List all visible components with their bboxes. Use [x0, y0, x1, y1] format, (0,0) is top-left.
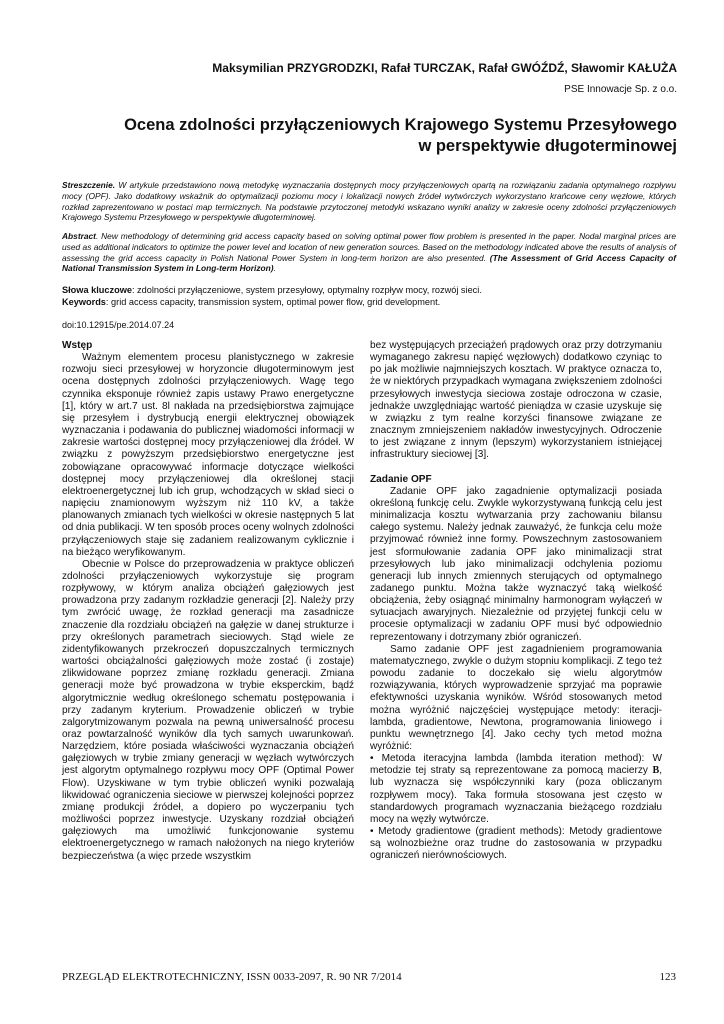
title-line-2: w perspektywie długoterminowej — [418, 137, 677, 155]
bullet-item — [370, 753, 662, 826]
doi: doi:10.12915/pe.2014.07.24 — [62, 320, 175, 330]
paragraph: Ważnym elementem procesu planistycznego w zakresie rozwoju sieci przesyłowej w horyzoncie długoterminowym jest ocena dostępnych zdolności przyłączeniowych. Wagę tego czynnika eksponuje również zapis ustawy Prawo energetyczne [1], który w art.7 ust. 8l nakłada na przedsiębiorstwa zajmujące się przesyłem i dystrybucją energii elektrycznej obowiązek wyznaczania i podawania do publicznej wiadomości informacji w zakresie wartości dostępnej mocy przyłączeniowej dla źródeł. W związku z powyższym przedsiębiorstwo energetyczne jest zobowiązane opracowywać informacje dotyczące wielkości dostępnej mocy przyłączeniowej dla określonej stacji elektroenergetycznej lub ich grup, wchodzących w skład sieci o napięciu znamionowym wyższym niż 110 kV, a także planowanych zmianach tych wielkości w okresie następnych 5 lat od dnia publikacji. W ten sposób proces oceny wolnych zdolności przyłączeniowych staje się zadaniem realizowanym cyklicznie i na bieżąco weryfikowanym. — [62, 352, 354, 558]
keywords-block — [62, 285, 676, 308]
section-heading-intro: Wstęp — [62, 340, 93, 351]
section-heading-opf: Zadanie OPF — [370, 473, 432, 485]
abstract-polish-label: Streszczenie. — [62, 180, 116, 190]
affiliation: PSE Innowacje Sp. z o.o. — [564, 84, 677, 95]
paragraph: Obecnie w Polsce do przeprowadzenia w praktyce obliczeń zdolności przyłączeniowych wykorzystuje się program rozpływowy, w którym analiza obciążeń gałęziowych jest prowadzona przy zadanym rozkładzie generacji [2]. Należy przy tym zwrócić uwagę, że rozkład generacji ma zasadnicze znaczenie dla rozdziału obciążeń na gałęzie w danej strukturze i przy określonych parametrach sieciowych. Stąd wiele ze zidentyfikowanych przekroczeń dopuszczalnych termicznych wartości obciążalności gałęziowych może zostać (i zostaje) zlikwidowane poprzez zmianę rozkładu generacji. Zmiana generacji może być prowadzona w trybie eksperckim, bądź algorytmicznie według określonego schematu postępowania i przy zadanym kryterium. Prowadzenie obliczeń w trybie zalgorytmizowanym pozwala na pewną uniwersalność procesu oraz powtarzalność wyników dla tych samych uwarunkowań. Narzędziem, które posiada właściwości wyznaczania obciążeń gałęziowych w trybie zmiany generacji w węzłach wytwórczych jest algorytm optymalnego rozpływu mocy OPF (Optimal Power Flow). Uzyskiwane w tym trybie obliczeń wyniki pozwalają likwidować ograniczenia sieciowe w pierwszej kolejności poprzez zmianę produkcji źródeł, a dopiero po wyczerpaniu tych możliwości poprzez inwestycje. Uzyskany rozdział obciążeń gałęziowych ma umożliwić funkcjonowanie systemu elektroenergetycznego w ramach nałożonych na niego kryteriów bezpieczeństwa (a więc przede wszystkim — [62, 558, 354, 862]
keywords-polish-label: Słowa kluczowe — [62, 285, 132, 295]
paragraph: bez występujących przeciążeń prądowych oraz przy dotrzymaniu wymaganego zakresu napięć węzłowych) dodatkowo czyniąc to po jak możliwie najmniejszych kosztach. W praktyce oznacza to, że w niektórych przypadkach wymagana zwiększeniem zdolności przesyłowych inwestycja sieciowa zostaje odroczona w czasie, jednakże uwzględniając wartość pieniądza w czasie uzyskuje się w związku z tym realne korzyści finansowe związane ze znacznym zmniejszeniem nakładów inwestycyjnych. Odroczenie to jest związane z innym (lepszym) wykorzystaniem istniejącej infrastruktury sieciowej [3]. — [370, 340, 662, 461]
title-line-1: Ocena zdolności przyłączeniowych Krajowego Systemu Przesyłowego — [124, 116, 677, 134]
abstract-english-title: (The Assessment of Grid Access Capacity of National Transmission System in Long-term Horizon) — [62, 252, 676, 274]
column-left — [62, 340, 354, 863]
column-right — [370, 340, 662, 863]
keywords-english-text: : grid access capacity, transmission system, optimal power flow, grid development. — [105, 296, 441, 307]
journal-info: PRZEGLĄD ELEKTROTECHNICZNY, ISSN 0033-2097, R. 90 NR 7/2014 — [62, 971, 402, 983]
abstract-english-text: . New methodology of determining grid access capacity based on solving optimal power flow problem is presented in the paper. Nodal marginal prices are used as additional indicators to optimize the power level and location of new generation sources. Based on the methodology indicated above the results of analysis of assessing the grid access capacity in Polish National Power System in long-term horizon are also presented. — [62, 231, 676, 263]
bullet-item-text-end: , lub wyznacza się współczynniki kary (poza obliczanym rozpływem mocy). Taka formuła stosowana jest często w standardowych programach wyznaczania bieżącego rozdziału mocy na węzły wytwórcze. — [370, 765, 662, 825]
abstract-polish-text: W artykule przedstawiono nową metodykę wyznaczania dostępnych mocy przyłączeniowych opartą na rozwiązaniu zadania optymalnego rozpływu mocy (OPF). Jako dodatkowy wskaźnik do optymalizacji poziomu mocy i lokalizacji nowych źródeł wytwórczych wykorzystano krańcowe ceny węzłowe, których rozkład zaprezentowano w postaci map termicznych. Na podstawie przytoczonej metodyki wskazano wyniki analizy w zakresie oceny zdolności przyłączeniowych Krajowego Systemu Przesyłowego w perspektywie długoterminowej. — [62, 180, 676, 223]
bullet-item-text: • Metoda iteracyjna lambda (lambda iteration method): W metodzie tej straty są reprezentowane za pomocą macierzy — [370, 753, 662, 777]
keywords-english — [62, 297, 676, 309]
bullet-item: • Metody gradientowe (gradient methods): Metody gradientowe są wolnozbieżne oraz trudne do zastosowania w przypadku ograniczeń nierównościowych. — [370, 826, 662, 862]
abstract-polish — [62, 180, 676, 223]
abstract-english — [62, 231, 676, 274]
paragraph: Zadanie OPF jako zagadnienie optymalizacji posiada określoną funkcję celu. Zwykle wykorzystywaną funkcją celu jest minimalizacja kosztu wytwarzania przy zachowaniu bilansu całego systemu. Należy jednak zauważyć, że funkcja celu może przyjmować również inne formy. Powszechnym zastosowaniem jest sformułowanie zadania OPF jako minimalizacji strat przesyłowych lub jako minimalizacji odchylenia poziomu generacji lub innych zmiennych sterujących od optymalnego zadanego punktu. Można także wyznaczyć taką wielkość obciążenia, żeby osiągnąć minimalny harmonogram wyłączeń w sytuacjach awaryjnych. Niezależnie od przyjętej funkcji celu w procesie optymalizacji w zadaniu OPF musi być odpowiednio reprezentowany i dotrzymany zbiór ograniczeń. — [370, 485, 662, 643]
paragraph: Samo zadanie OPF jest zagadnieniem programowania matematycznego, zwykle o dużym stopniu komplikacji. Z tego też powodu zadanie to doczekało się wielu algorytmów rozwiązywania, których wyprowadzenie sprzyjać ma poprawie efektywności uzyskania wyników. Wśród stosowanych metod można wyróżnić najczęściej występujące metody: iteracji-lambda, gradientowe, Newtona, programowania liniowego i punktu wewnętrznego [4]. Jako cechy tych metod można wyróżnić: — [370, 643, 662, 752]
abstract-english-label: Abstract — [62, 231, 96, 241]
keywords-english-label: Keywords — [62, 296, 106, 307]
keywords-polish — [62, 285, 676, 297]
paper-title — [77, 115, 677, 157]
matrix-symbol: B — [652, 765, 660, 777]
page-number: 123 — [659, 971, 676, 983]
keywords-polish-text: : zdolności przyłączeniowe, system przesyłowy, optymalny rozpływ mocy, rozwój sieci. — [131, 285, 482, 295]
abstract-english-end: . — [273, 263, 276, 274]
author-list: Maksymilian PRZYGRODZKI, Rafał TURCZAK, Rafał GWÓŹDŹ, Sławomir KAŁUŻA — [212, 61, 677, 75]
